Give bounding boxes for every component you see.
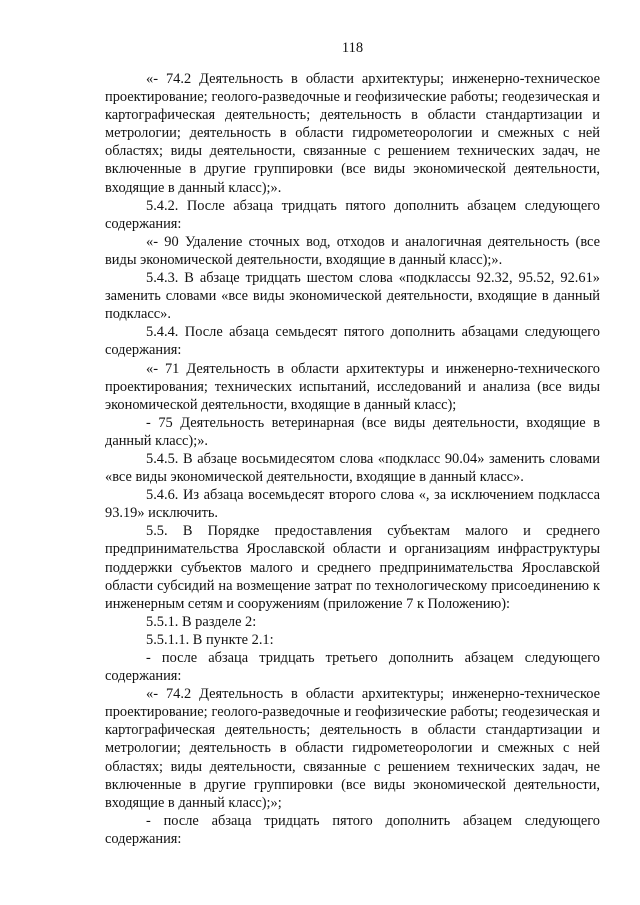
paragraph: 5.4.3. В абзаце тридцать шестом слова «подклассы 92.32, 95.52, 92.61» заменить словами «все виды экономической деятельности, входящие в данный подкласс». [105, 270, 600, 323]
paragraph: 5.4.5. В абзаце восьмидесятом слова «подкласс 90.04» заменить словами «все виды экономической деятельности, входящие в данный класс». [105, 450, 600, 486]
paragraph: 5.5.1.1. В пункте 2.1: [146, 631, 274, 648]
paragraph: «- 90 Удаление сточных вод, отходов и аналогичная деятельность (все виды экономической деятельности, входящие в данный класс);». [105, 233, 600, 268]
document-body [105, 70, 600, 848]
paragraph: 5.4.2. После абзаца тридцать пятого дополнить абзацем следующего содержания: [105, 197, 600, 232]
paragraph: - 75 Деятельность ветеринарная (все виды деятельности, входящие в данный класс);». [105, 414, 600, 449]
paragraph: - после абзаца тридцать третьего дополнить абзацем следующего содержания: [105, 650, 600, 685]
paragraph: «- 71 Деятельность в области архитектуры и инженерно-технического проектирования; технических испытаний, исследований и анализа (все виды экономической деятельности, входящие в данный класс); [105, 360, 600, 413]
paragraph: «- 74.2 Деятельность в области архитектуры; инженерно-техническое проектирование; геолого-разведочные и геофизические работы; геодезическая и картографическая деятельность; деятельность в области стандартизации и метрологии; деятельность в области гидрометеорологии и смежных с ней областях; виды деятельности, связанные с решением технических задач, не включенные в другие группировки (все виды экономической деятельности, входящие в данный класс);»; [105, 686, 600, 811]
paragraph: 5.5.1. В разделе 2: [146, 613, 257, 630]
paragraph: 5.5. В Порядке предоставления субъектам малого и среднего предпринимательства Ярославской области и организациям инфраструктуры поддержки субъектов малого и среднего предпринимательства Ярославской области субсидий на возмещение затрат по технологическому присоединению к инженерным сетям и сооружениям (приложение 7 к Положению): [105, 523, 600, 612]
paragraph: 5.4.6. Из абзаца восемьдесят второго слова «, за исключением подкласса 93.19» исключить. [105, 487, 600, 522]
paragraph: - после абзаца тридцать пятого дополнить абзацем следующего содержания: [105, 812, 600, 847]
paragraph: «- 74.2 Деятельность в области архитектуры; инженерно-техническое проектирование; геолого-разведочные и геофизические работы; геодезическая и картографическая деятельность; деятельность в области стандартизации и метрологии; деятельность в области гидрометеорологии и смежных с ней областях; виды деятельности, связанные с решением технических задач, не включенные в другие группировки (все виды экономической деятельности, входящие в данный класс);». [105, 71, 600, 196]
page-number: 118 [341, 40, 364, 56]
paragraph: 5.4.4. После абзаца семьдесят пятого дополнить абзацами следующего содержания: [105, 324, 600, 359]
